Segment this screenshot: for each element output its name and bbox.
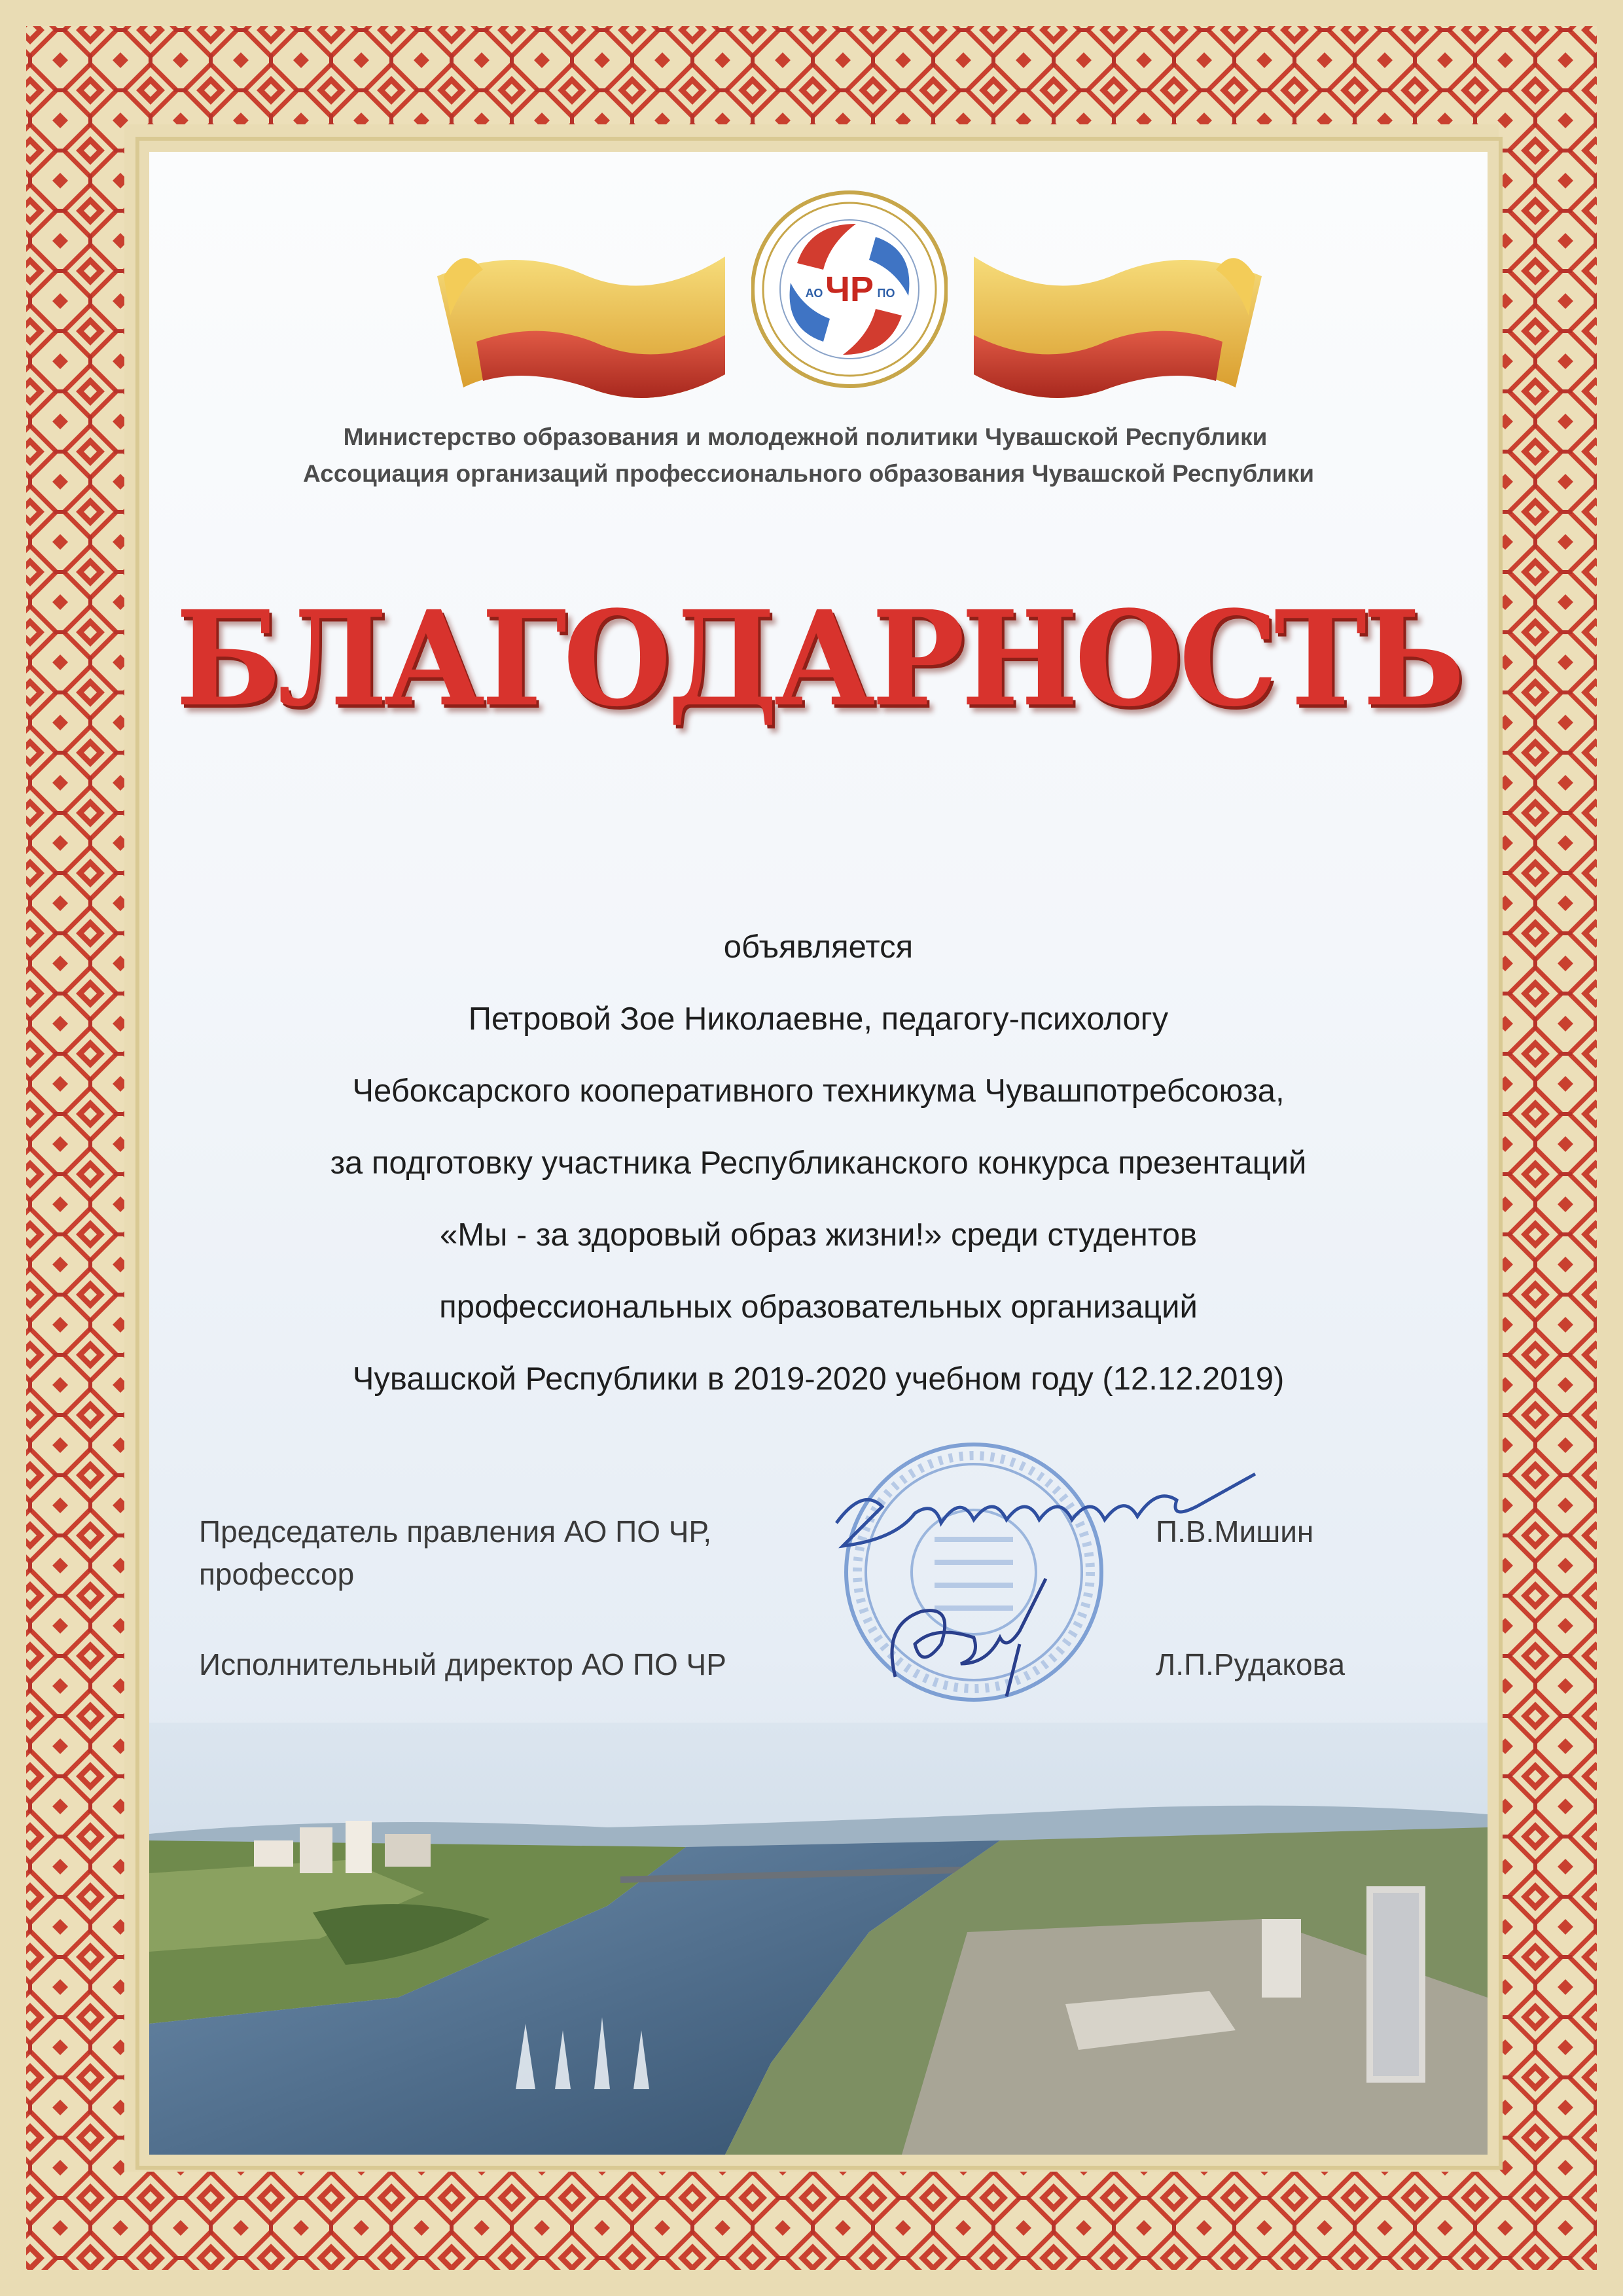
certificate-sheet bbox=[149, 152, 1488, 2155]
issuer-block bbox=[149, 419, 1488, 492]
body-line: профессиональных образовательных организаций bbox=[439, 1289, 1198, 1325]
signatory-1-name: П.В.Мишин bbox=[1156, 1515, 1314, 1549]
emblem-logo-icon bbox=[751, 178, 948, 401]
body-line: объявляется bbox=[723, 929, 914, 965]
city-panorama-icon bbox=[149, 1723, 1488, 2155]
signatory-1-position: Председатель правления АО ПО ЧР, bbox=[199, 1515, 712, 1549]
body-line: за подготовку участника Республиканского конкурса презентаций bbox=[330, 1145, 1307, 1181]
signatory-1-title: профессор bbox=[199, 1557, 355, 1591]
certificate-body bbox=[149, 911, 1488, 1415]
emblem-center-text: ЧР bbox=[825, 270, 874, 309]
signatory-2-position: Исполнительный директор АО ПО ЧР bbox=[199, 1647, 726, 1681]
issuer-ministry: Министерство образования и молодежной политики Чувашской Республики bbox=[343, 423, 1268, 450]
body-line: «Мы - за здоровый образ жизни!» среди студентов bbox=[440, 1217, 1197, 1253]
signature-rudakova-icon bbox=[876, 1566, 1072, 1710]
body-line: Чувашской Республики в 2019-2020 учебном году (12.12.2019) bbox=[352, 1361, 1285, 1397]
issuer-association: Ассоциация организаций профессионального образования Чувашской Республики bbox=[303, 460, 1314, 487]
certificate-title: БЛАГОДАРНОСТЬ bbox=[175, 582, 1461, 736]
emblem-right-text: ПО bbox=[877, 287, 895, 300]
emblem-left-text: АО bbox=[805, 287, 823, 300]
body-line: Петровой Зое Николаевне, педагогу-психологу bbox=[468, 1001, 1169, 1037]
signatory-2-name: Л.П.Рудакова bbox=[1156, 1647, 1346, 1681]
body-line: Чебоксарского кооперативного техникума Чувашпотребсоюза, bbox=[352, 1073, 1285, 1109]
